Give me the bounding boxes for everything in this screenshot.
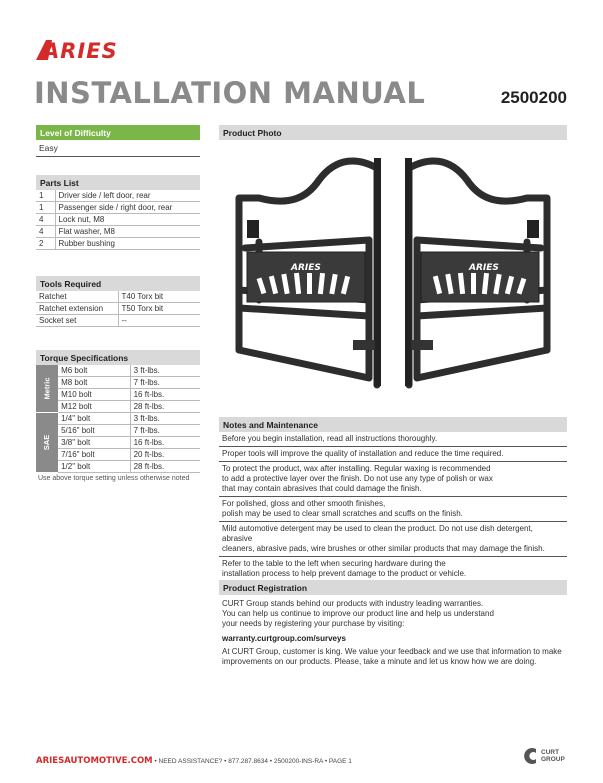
page-title: INSTALLATION MANUAL — [34, 76, 426, 110]
table-row — [36, 214, 200, 226]
bolt-size: 5/16" bolt — [58, 425, 130, 437]
footer — [36, 756, 352, 766]
torque-heading: Torque Specifications — [36, 350, 200, 365]
part-desc: Driver side / left door, rear — [55, 190, 200, 202]
table-row — [36, 461, 200, 473]
part-qty: 2 — [36, 238, 55, 250]
tool-bit: T50 Torx bit — [118, 303, 200, 315]
bolt-size: 1/4" bolt — [58, 413, 130, 425]
table-row — [36, 303, 200, 315]
parts-list-heading: Parts List — [36, 175, 200, 190]
tool-name: Socket set — [36, 315, 118, 327]
tool-name: Ratchet — [36, 291, 118, 303]
part-qty: 4 — [36, 226, 55, 238]
note-item: Mild automotive detergent may be used to clean the product. Do not use dish detergent, abrasive cleaners, abrasive pads, wire brushes or other similar products that may damage the finish. — [219, 522, 567, 557]
torque-table — [36, 365, 200, 473]
svg-text:ARIES: ARIES — [43, 39, 118, 61]
aries-logo — [36, 39, 140, 61]
registration-intro: CURT Group stands behind our products with industry leading warranties. You can help us continue to improve our product line and help us understand your needs by registering your purchase by visiting: — [222, 599, 494, 629]
note-item: To protect the product, wax after installing. Regular waxing is recommended to add a protective layer over the finish. Do not use any type of polish or wax that may contain abrasives that could damage the finish. — [219, 462, 567, 497]
table-row — [36, 437, 200, 449]
table-row — [36, 190, 200, 202]
difficulty-heading: Level of Difficulty — [36, 125, 200, 140]
table-row — [36, 226, 200, 238]
torque-value: 7 ft-lbs. — [130, 377, 200, 389]
torque-section — [36, 350, 200, 484]
bolt-size: M12 bolt — [58, 401, 130, 413]
svg-text:ARIES: ARIES — [469, 263, 499, 273]
table-row — [36, 425, 200, 437]
part-qty: 1 — [36, 202, 55, 214]
tool-bit: T40 Torx bit — [118, 291, 200, 303]
metric-group-label: Metric — [36, 365, 58, 413]
note-item: Proper tools will improve the quality of installation and reduce the time required. — [219, 447, 567, 462]
note-item: Before you begin installation, read all instructions thoroughly. — [219, 432, 567, 447]
registration-heading: Product Registration — [219, 580, 567, 595]
bolt-size: 7/16" bolt — [58, 449, 130, 461]
product-photo — [219, 140, 567, 390]
table-row — [36, 202, 200, 214]
registration-link[interactable]: warranty.curtgroup.com/surveys — [222, 633, 346, 643]
product-photo-section — [219, 125, 567, 390]
svg-text:ARIES: ARIES — [291, 263, 321, 273]
torque-value: 28 ft-lbs. — [130, 461, 200, 473]
footer-info: • NEED ASSISTANCE? • 877.287.8634 • 2500200-INS-RA • PAGE 1 — [152, 758, 352, 765]
torque-value: 3 ft-lbs. — [130, 365, 200, 377]
tools-table — [36, 291, 200, 327]
difficulty-value: Easy — [36, 140, 200, 157]
part-number: 2500200 — [500, 88, 567, 107]
part-desc: Lock nut, M8 — [55, 214, 200, 226]
table-row — [36, 401, 200, 413]
bolt-size: M10 bolt — [58, 389, 130, 401]
footer-site-link[interactable]: ARIESAUTOMOTIVE.COM — [36, 756, 153, 766]
table-row — [36, 449, 200, 461]
table-row — [36, 413, 200, 425]
torque-value: 3 ft-lbs. — [130, 413, 200, 425]
parts-list-section — [36, 175, 200, 250]
torque-value: 7 ft-lbs. — [130, 425, 200, 437]
registration-section — [219, 580, 567, 667]
part-desc: Passenger side / right door, rear — [55, 202, 200, 214]
part-desc: Flat washer, M8 — [55, 226, 200, 238]
notes-section — [219, 417, 567, 582]
table-row — [36, 315, 200, 327]
bolt-size: M8 bolt — [58, 377, 130, 389]
registration-feedback: At CURT Group, customer is king. We value your feedback and we use that information to make improvements on our products. Please, take a minute and let us know how we are doing. — [222, 646, 562, 666]
sae-group-label: SAE — [36, 413, 58, 473]
torque-value: 28 ft-lbs. — [130, 401, 200, 413]
part-qty: 4 — [36, 214, 55, 226]
torque-note: Use above torque setting unless otherwise noted — [38, 475, 190, 482]
part-qty: 1 — [36, 190, 55, 202]
note-item: For polished, gloss and other smooth finishes, polish may be used to clear small scratches and scuffs on the finish. — [219, 497, 567, 522]
bolt-size: 1/2" bolt — [58, 461, 130, 473]
parts-table — [36, 190, 200, 250]
part-desc: Rubber bushing — [55, 238, 200, 250]
product-photo-heading: Product Photo — [219, 125, 567, 140]
table-row — [36, 377, 200, 389]
note-item: Refer to the table to the left when securing hardware during the installation process to help prevent damage to the product or vehicle. — [219, 557, 567, 582]
table-row — [36, 365, 200, 377]
notes-heading: Notes and Maintenance — [219, 417, 567, 432]
tool-name: Ratchet extension — [36, 303, 118, 315]
tools-heading: Tools Required — [36, 276, 200, 291]
table-row — [36, 238, 200, 250]
table-row — [36, 291, 200, 303]
tool-bit: -- — [118, 315, 200, 327]
table-row — [36, 389, 200, 401]
difficulty-section — [36, 125, 200, 157]
bolt-size: M6 bolt — [58, 365, 130, 377]
tools-section — [36, 276, 200, 327]
torque-value: 20 ft-lbs. — [130, 449, 200, 461]
bolt-size: 3/8" bolt — [58, 437, 130, 449]
torque-value: 16 ft-lbs. — [130, 389, 200, 401]
torque-value: 16 ft-lbs. — [130, 437, 200, 449]
curt-group-wordmark: CURT GROUP — [541, 749, 565, 763]
